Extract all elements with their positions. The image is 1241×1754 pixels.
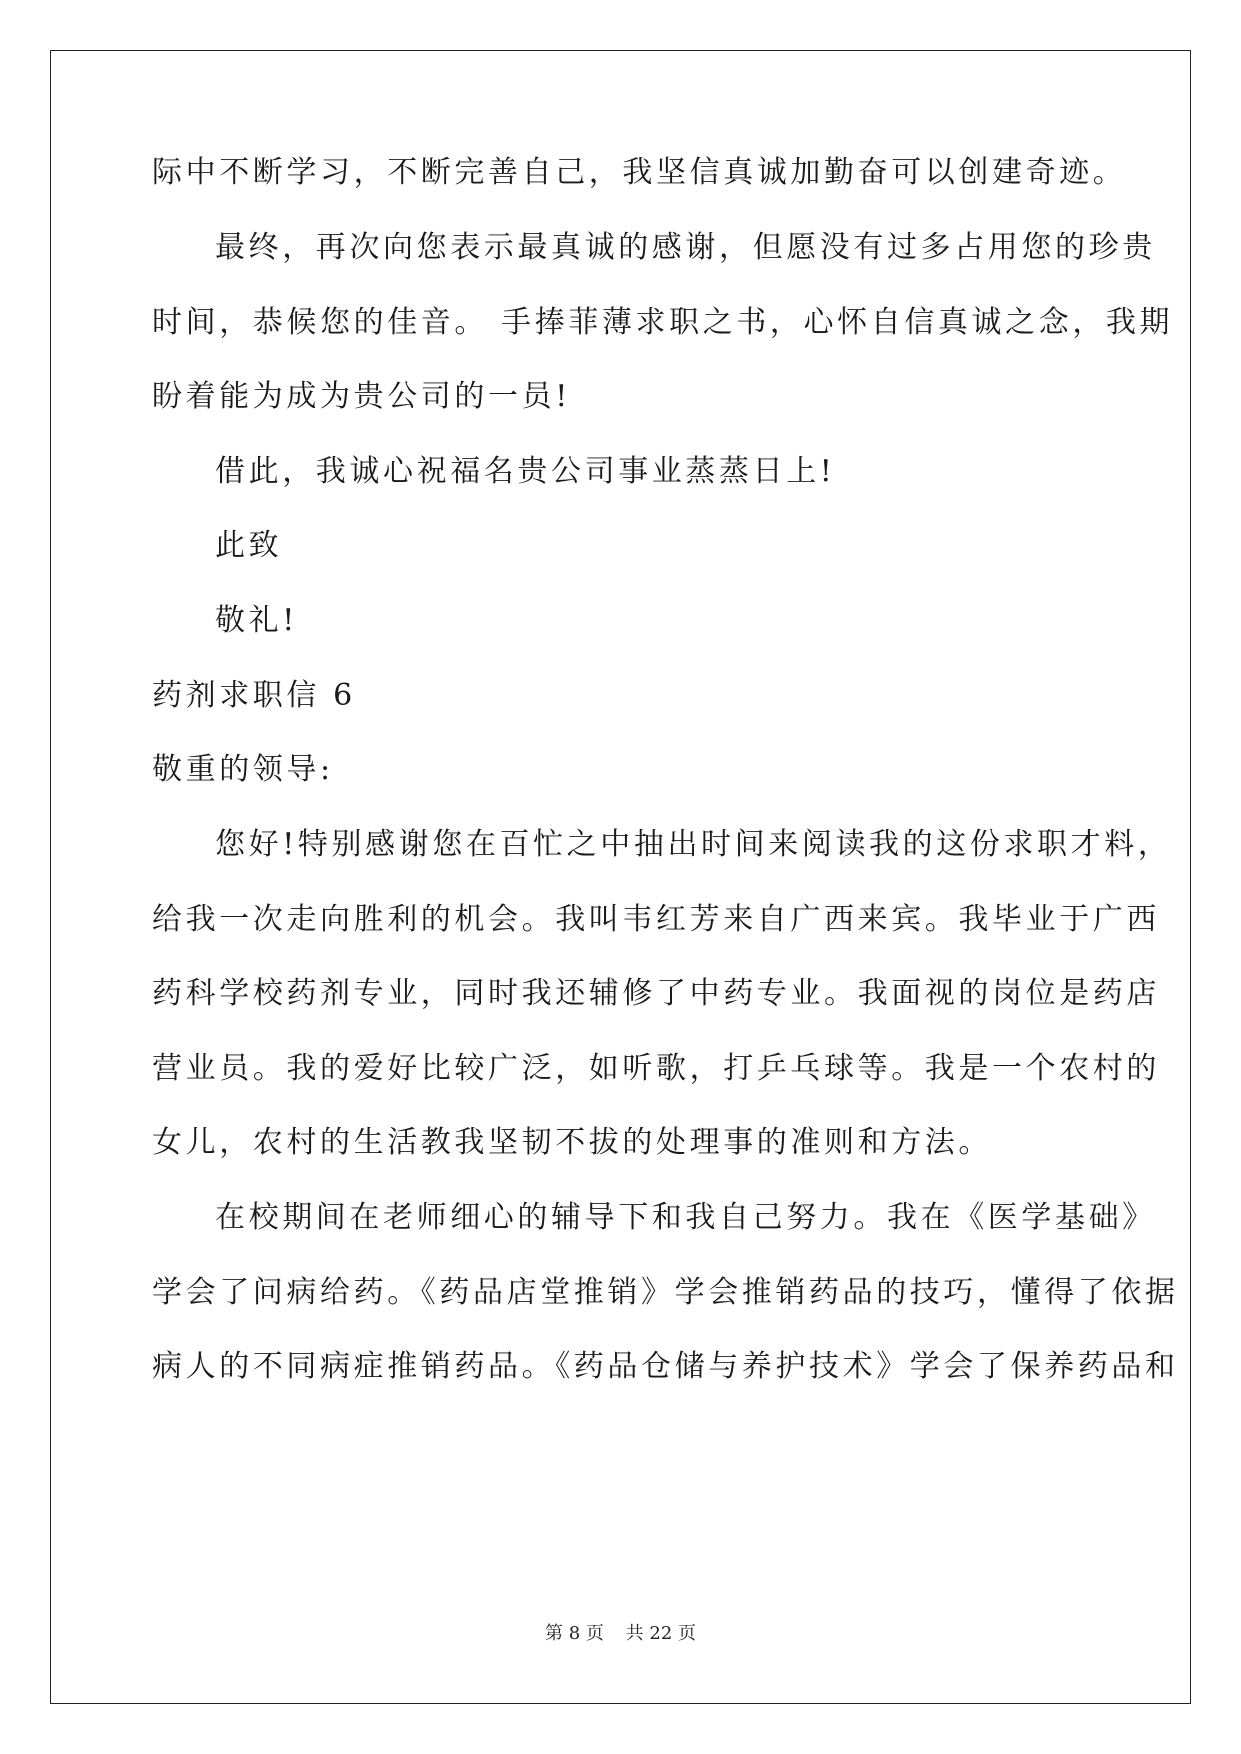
body-line: 盼着能为成为贵公司的一员! bbox=[152, 379, 571, 414]
body-line: 在校期间在老师细心的辅导下和我自己努力。我在《医学基础》 bbox=[215, 1200, 1156, 1235]
closing-salutation: 此致 bbox=[215, 528, 283, 563]
body-line: 您好!特别感谢您在百忙之中抽出时间来阅读我的这份求职才料， bbox=[215, 827, 1172, 862]
body-line: 女儿，农村的生活教我坚韧不拔的处理事的准则和方法。 bbox=[152, 1125, 992, 1160]
body-line: 借此，我诚心祝福名贵公司事业蒸蒸日上! bbox=[215, 454, 836, 489]
page-border bbox=[50, 50, 1191, 1704]
page-number: 第 8 页 bbox=[545, 1623, 604, 1644]
body-line: 学会了问病给药。《药品店堂推销》学会推销药品的技巧，懂得了依据 bbox=[152, 1275, 1179, 1310]
page-total: 共 22 页 bbox=[625, 1623, 696, 1644]
body-line: 营业员。我的爱好比较广泛，如听歌，打乒乓球等。我是一个农村的 bbox=[152, 1051, 1160, 1086]
body-line: 最终，再次向您表示最真诚的感谢，但愿没有过多占用您的珍贵 bbox=[215, 230, 1156, 265]
section-heading: 药剂求职信 6 bbox=[152, 678, 356, 713]
page-footer bbox=[0, 1622, 1241, 1646]
body-line: 给我一次走向胜利的机会。我叫韦红芳来自广西来宾。我毕业于广西 bbox=[152, 902, 1160, 937]
body-line: 病人的不同病症推销药品。《药品仓储与养护技术》学会了保养药品和 bbox=[152, 1349, 1179, 1384]
greeting: 敬重的领导: bbox=[152, 752, 334, 787]
body-line: 药科学校药剂专业，同时我还辅修了中药专业。我面视的岗位是药店 bbox=[152, 976, 1160, 1011]
body-line: 际中不断学习，不断完善自己，我坚信真诚加勤奋可以创建奇迹。 bbox=[152, 155, 1127, 190]
closing-regards: 敬礼! bbox=[215, 603, 298, 638]
body-line: 时间，恭候您的佳音。 手捧菲薄求职之书，心怀自信真诚之念，我期 bbox=[152, 305, 1174, 340]
